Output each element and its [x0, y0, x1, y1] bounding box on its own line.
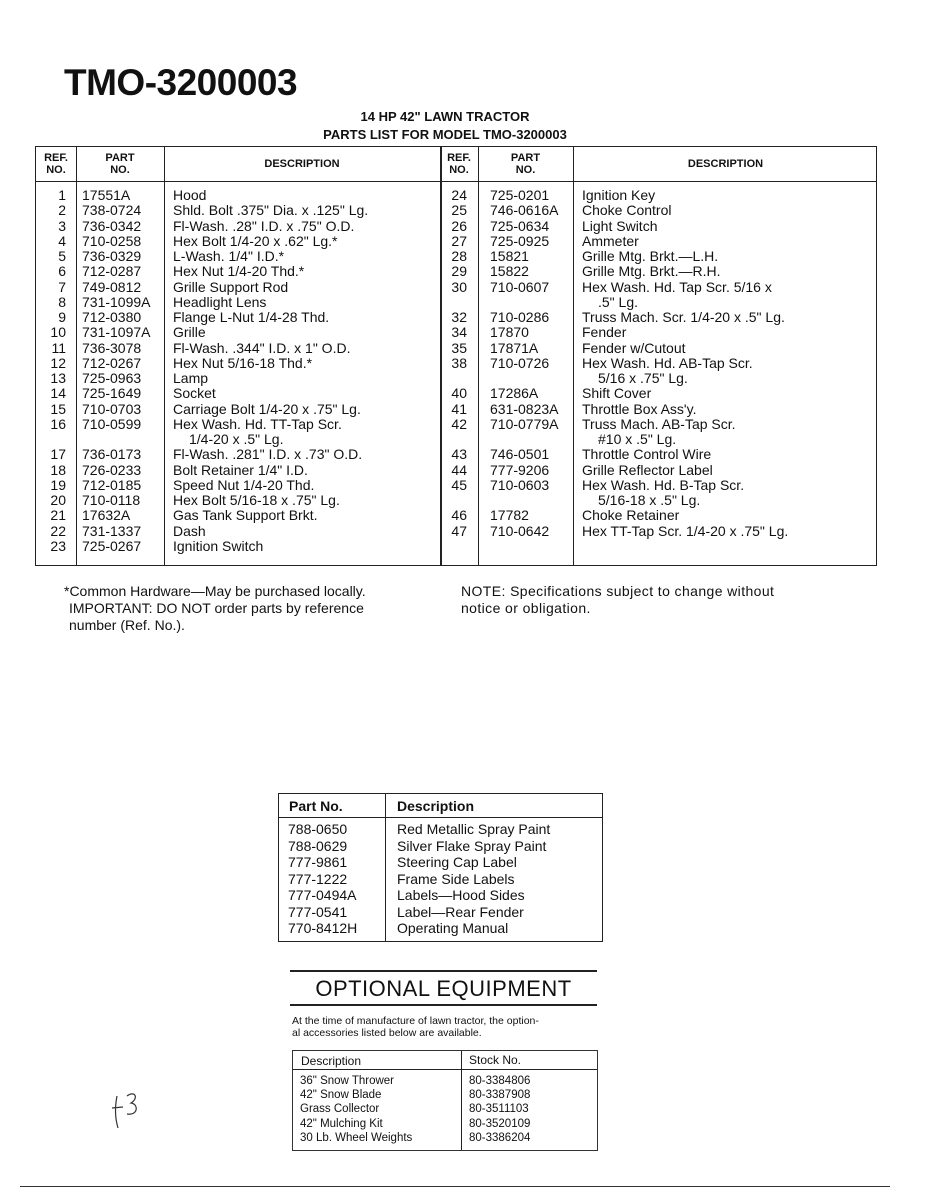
description: Hex Wash. Hd. Tap Scr. 5/16 x	[582, 278, 772, 295]
description: Grille Reflector Label	[582, 461, 713, 478]
part-no: 777-0494A	[288, 887, 357, 903]
ref-no: 22	[50, 522, 66, 539]
description-cont: 1/4-20 x .5" Lg.	[189, 431, 284, 447]
ref-no: 19	[50, 476, 66, 493]
description: Hex Wash. Hd. AB-Tap Scr.	[582, 354, 753, 371]
description: Ammeter	[582, 232, 639, 249]
description: Choke Control	[582, 202, 672, 219]
ref-no: 26	[451, 217, 467, 234]
part-no: 738-0724	[82, 202, 142, 219]
description: Ignition Switch	[173, 537, 264, 554]
part-no: 17286A	[490, 385, 539, 402]
ref-no: 46	[451, 507, 467, 524]
description: Truss Mach. Scr. 1/4-20 x .5" Lg.	[582, 309, 785, 325]
description: 42" Mulching Kit	[300, 1117, 383, 1130]
part-no: 17870	[490, 324, 529, 341]
description: Silver Flake Spray Paint	[397, 837, 547, 854]
part-no: 712-0267	[82, 354, 142, 371]
part-no: 725-0201	[490, 187, 550, 203]
stock-no: 80-3520109	[469, 1117, 531, 1130]
description: Light Switch	[582, 217, 658, 234]
header-description: DESCRIPTION	[687, 158, 764, 170]
ref-no: 44	[451, 461, 467, 478]
part-no: 731-1099A	[82, 293, 151, 310]
part-no: 710-0642	[490, 522, 550, 539]
description: Grille	[173, 324, 206, 341]
description: Fender w/Cutout	[582, 339, 686, 356]
description: 36" Snow Thrower	[300, 1075, 394, 1087]
description: Choke Retainer	[582, 507, 680, 524]
description: Socket	[173, 385, 216, 402]
bottom-rule	[20, 1186, 890, 1187]
paint-labels-table	[278, 793, 603, 942]
description: Bolt Retainer 1/4" I.D.	[173, 461, 308, 478]
description: Fl-Wash. .28" I.D. x .75" O.D.	[173, 217, 355, 234]
part-no: 726-0233	[82, 461, 142, 478]
part-no: 777-1222	[288, 870, 348, 887]
optional-intro	[292, 1015, 539, 1039]
description-cont: 5/16-18 x .5" Lg.	[598, 492, 701, 508]
header-description: DESCRIPTION	[264, 158, 340, 170]
ref-no: 27	[451, 232, 467, 249]
description: Grille Mtg. Brkt.—L.H.	[582, 248, 719, 264]
description: Labels—Hood Sides	[397, 887, 525, 903]
ref-no: 41	[451, 400, 467, 417]
description: Carriage Bolt 1/4-20 x .75" Lg.	[173, 400, 361, 417]
part-no: 725-0267	[82, 537, 142, 554]
ref-no: 35	[451, 339, 467, 356]
description: Hex Bolt 5/16-18 x .75" Lg.	[173, 492, 340, 508]
part-no: 712-0287	[82, 263, 142, 280]
description: Grass Collector	[300, 1103, 380, 1116]
part-no: 631-0823A	[490, 400, 559, 417]
ref-no: 12	[50, 354, 66, 371]
ref-no: 34	[451, 324, 467, 341]
stock-no: 80-3386204	[469, 1131, 531, 1144]
description: Hex TT-Tap Scr. 1/4-20 x .75" Lg.	[582, 522, 789, 539]
header-part-no: PART NO.	[510, 152, 541, 176]
description: Hex Wash. Hd. B-Tap Scr.	[582, 476, 745, 493]
part-no: 770-8412H	[288, 920, 358, 936]
header-description: Description	[397, 798, 475, 814]
ref-no: 8	[58, 293, 66, 310]
part-no: 736-0173	[82, 446, 142, 463]
part-no: 736-3078	[82, 339, 142, 356]
ref-no: 30	[451, 278, 467, 295]
ref-no: 29	[451, 263, 467, 280]
part-no: 710-0726	[490, 354, 550, 371]
ref-no: 11	[51, 339, 66, 356]
ref-no: 25	[451, 202, 467, 219]
part-no: 17551A	[82, 187, 131, 203]
part-no: 710-0779A	[490, 415, 559, 432]
part-no: 725-0963	[82, 370, 142, 386]
description: Hex Bolt 1/4-20 x .62" Lg.*	[173, 232, 338, 249]
part-no: 710-0599	[82, 415, 142, 432]
spec-note-line: NOTE: Specifications subject to change without	[461, 583, 775, 599]
stock-no: 80-3387908	[469, 1089, 531, 1102]
ref-no: 13	[50, 370, 66, 386]
description: Operating Manual	[397, 920, 509, 936]
description: Hex Wash. Hd. TT-Tap Scr.	[173, 415, 342, 432]
description: Hex Nut 1/4-20 Thd.*	[173, 263, 305, 280]
part-no: 731-1337	[82, 522, 142, 539]
part-no: 749-0812	[82, 278, 142, 295]
document-title: TMO-3200003	[64, 62, 298, 103]
description: Shift Cover	[582, 385, 652, 402]
common-hardware-note: *Common Hardware—May be purchased locally.	[64, 583, 366, 599]
part-no: 15821	[490, 248, 529, 264]
description: Speed Nut 1/4-20 Thd.	[173, 476, 315, 493]
ref-no: 2	[58, 202, 66, 219]
description: Gas Tank Support Brkt.	[173, 507, 318, 524]
part-no: 17632A	[82, 507, 131, 524]
ref-no: 3	[58, 217, 66, 234]
ref-no: 24	[451, 187, 467, 203]
ref-no: 40	[451, 385, 467, 402]
ref-no: 15	[50, 400, 66, 417]
ref-no: 28	[451, 248, 467, 264]
description: 42" Snow Blade	[300, 1089, 382, 1102]
part-no: 17871A	[490, 339, 539, 356]
optional-equipment-table	[292, 1050, 598, 1151]
description: Steering Cap Label	[397, 854, 517, 870]
handwritten-page-mark	[105, 1088, 145, 1132]
ref-no: 21	[50, 507, 66, 524]
part-no: 710-0703	[82, 400, 142, 417]
description: Hood	[173, 187, 207, 203]
description: Fl-Wash. .281" I.D. x .73" O.D.	[173, 446, 363, 463]
description-cont: 5/16 x .75" Lg.	[598, 370, 688, 386]
description: Grille Support Rod	[173, 278, 289, 295]
part-no: 710-0286	[490, 309, 550, 325]
header-part-no: Part No.	[289, 798, 343, 814]
description: Shld. Bolt .375" Dia. x .125" Lg.	[173, 202, 369, 219]
ref-no: 7	[58, 278, 66, 295]
optional-equipment-heading: OPTIONAL EQUIPMENT	[315, 976, 572, 1001]
ref-no: 47	[451, 522, 467, 539]
description: Throttle Box Ass'y.	[582, 400, 697, 417]
stock-no: 80-3511103	[469, 1103, 529, 1116]
ref-no: 14	[50, 385, 66, 402]
part-no: 736-0329	[82, 248, 142, 264]
part-no: 712-0380	[82, 309, 142, 325]
part-no: 710-0607	[490, 278, 550, 295]
part-no: 777-0541	[288, 903, 348, 920]
part-no: 777-9206	[490, 461, 550, 478]
description: Ignition Key	[582, 187, 656, 203]
part-no: 725-0925	[490, 232, 550, 249]
description: Red Metallic Spray Paint	[397, 821, 551, 837]
part-no: 788-0650	[288, 821, 348, 837]
ref-no: 9	[58, 309, 66, 325]
description: Throttle Control Wire	[582, 446, 712, 463]
description: Hex Nut 5/16-18 Thd.*	[173, 354, 313, 371]
part-no: 725-1649	[82, 385, 142, 402]
description: Label—Rear Fender	[397, 903, 524, 920]
ref-no: 42	[451, 415, 467, 432]
part-no: 777-9861	[288, 854, 348, 870]
header-ref-no: REF. NO.	[44, 152, 68, 176]
main-parts-table	[35, 146, 877, 566]
spec-note	[461, 583, 774, 617]
intro-line: al accessories listed below are available.	[292, 1027, 482, 1039]
footnote-block	[64, 583, 366, 634]
description: Headlight Lens	[173, 293, 267, 310]
ref-no: 45	[451, 476, 467, 493]
ref-no: 18	[50, 461, 66, 478]
description: Flange L-Nut 1/4-28 Thd.	[173, 309, 330, 325]
spec-note-line: notice or obligation.	[461, 600, 591, 616]
ref-no: 5	[58, 248, 66, 264]
part-no: 746-0501	[490, 446, 550, 463]
part-no: 725-0634	[490, 217, 550, 234]
stock-no: 80-3384806	[469, 1075, 531, 1087]
header-divider	[36, 181, 876, 182]
ref-no: 1	[58, 187, 66, 203]
ref-no: 20	[50, 492, 66, 508]
part-no: 710-0603	[490, 476, 550, 493]
part-no: 746-0616A	[490, 202, 559, 219]
intro-line: At the time of manufacture of lawn tractor, the option-	[292, 1015, 539, 1027]
part-no: 710-0258	[82, 232, 142, 249]
part-no: 736-0342	[82, 217, 142, 234]
part-no: 15822	[490, 263, 529, 280]
ref-no: 4	[58, 232, 66, 249]
description: Lamp	[173, 370, 209, 386]
part-no: 17782	[490, 507, 529, 524]
description: Grille Mtg. Brkt.—R.H.	[582, 263, 721, 280]
description: Frame Side Labels	[397, 870, 515, 887]
ref-no: 23	[50, 537, 66, 554]
model-subtitle: 14 HP 42" LAWN TRACTOR	[360, 109, 530, 124]
header-part-no: PART NO.	[105, 152, 135, 176]
description: Dash	[173, 522, 206, 539]
ref-no: 6	[58, 263, 66, 280]
ref-no: 38	[451, 354, 467, 371]
ref-no: 17	[50, 446, 66, 463]
ref-no: 16	[50, 415, 66, 432]
description: Fl-Wash. .344" I.D. x 1" O.D.	[173, 339, 351, 356]
part-no: 788-0629	[288, 837, 348, 854]
header-stock-no: Stock No.	[469, 1053, 522, 1067]
description-cont: .5" Lg.	[598, 293, 638, 310]
ref-no: 43	[451, 446, 467, 463]
part-no: 731-1097A	[82, 324, 151, 341]
description: Fender	[582, 324, 627, 341]
part-no: 710-0118	[82, 492, 141, 508]
description-cont: #10 x .5" Lg.	[598, 431, 677, 447]
description: 30 Lb. Wheel Weights	[300, 1131, 413, 1144]
ref-no: 32	[451, 309, 467, 325]
ref-no: 10	[50, 324, 66, 341]
description: L-Wash. 1/4" I.D.*	[173, 248, 285, 264]
description: Truss Mach. AB-Tap Scr.	[582, 415, 736, 432]
parts-list-heading: PARTS LIST FOR MODEL TMO-3200003	[323, 127, 567, 142]
header-description: Description	[301, 1054, 362, 1068]
important-note: IMPORTANT: DO NOT order parts by reference	[69, 600, 364, 616]
header-ref-no: REF. NO.	[447, 152, 471, 176]
important-note-cont: number (Ref. No.).	[69, 617, 185, 633]
part-no: 712-0185	[82, 476, 142, 493]
